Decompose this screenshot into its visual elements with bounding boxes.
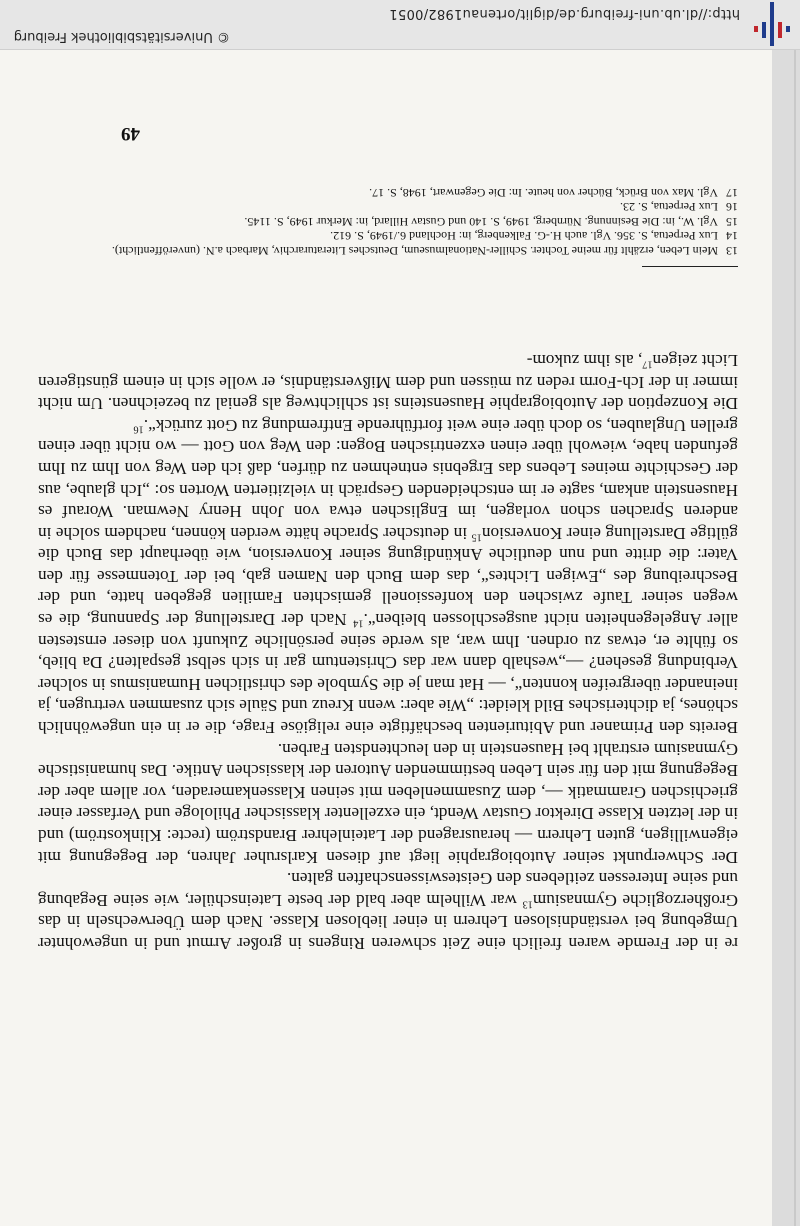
footnote-number: 16 [726,200,738,215]
source-url-link[interactable]: http://dl.ub.uni-freiburg.de/diglit/ortenau1982/0051 [389,6,740,21]
footnote-text: Vgl. W., in: Die Besinnung. Nürnberg, 1949, S. 140 und Gustav Hillard, in: Merkur 1949, S. 1145. [244,214,718,229]
page-number: 49 [121,123,140,144]
footnote-ref: 15 [471,531,482,543]
paragraph [38,414,738,738]
footnote-text: Mein Leben, erzählt für meine Tochter. Schiller-Nationalmuseum, Deutsches Literaturarchiv, Marbach a.N. (unveröffentlicht). [111,244,718,258]
footnote-number: 14 [726,229,738,244]
footnote [38,214,738,229]
footnote [38,229,738,244]
university-library-logo-icon [752,2,792,46]
paragraph-text: , als ihm zukom- [526,350,643,370]
footnote [38,185,738,200]
footnote-text: Lux Perpetua, S. 356. Vgl. auch H.-G. Falkenberg, in: Hochland 6./1949, S. 612. [330,229,718,244]
footnotes [38,185,738,258]
paragraph [38,868,738,954]
footnote [38,243,738,258]
paragraph-text: Der Schwerpunkt seiner Autobiographie liegt auf diesen Karlsruher Jahren, der Begegnung mit eigenwilligen, guten Lehrern — herausragend der Lateinlehrer Brandström (recte: Klinkoström) und in der letzten Klasse Direktor Gustav Wendt, ein exzellenter klassischer Philologe und Verfasser einer griechischen Grammatik —, dem Zusammenleben mit seinen Klassenkameraden, vor allem aber der Begegnung mit den für sein Leben bestimmenden Autoren der klassischen Antike. Das humanistische Gymnasium erstrahlt bei Hausenstein in den leuchtendsten Farben. [38,739,738,867]
paragraph [38,349,738,414]
paragraph-text: Nach der Darstellung der Spannung, die es wegen seiner Taufe zwischen den konfessionell gemischten Familien gegeben hatte, und der Beschreibung des „Ewigen Lichtes“, das dem Buch den Namen gab, bei der Totenmesse für den Vater: die dritte und nun deutliche Ankündigung seiner Konversion, wie überhaupt das Buch die gültige Darstellung einer Konversion [38,523,738,630]
footnote-number: 15 [726,214,738,229]
paragraph-text: Die Konzeption der Autobiographie Hausensteins ist schlichtweg als genial zu bezeichnen. Um nicht immer in der Ich-Form reden zu müssen und dem Mißverständnis, er wolle sich in einem günstigeren Licht zeigen [38,350,738,414]
footnote-separator [642,266,738,267]
footnote-number: 17 [726,185,738,200]
paragraph-text: Bereits den Primaner und Abiturienten beschäftigte eine religiöse Frage, die er in ein ungewöhnlich schönes, ja dichterisches Bild kleidet: „Wie aber: wenn Kreuz und Säule sich zusammen vertrugen, ja ineinander übergreifen konnten“, — Hat man je die Symbole des christlichen Humanismus in solcher Verbindung gesehen? —„weshalb dann war das Christentum gar in sich selbst gespalten? Da blieb, so fühlte er, etwas zu ordnen. Ihm war, als werde seine persönliche Zukunft von dieser ernstesten aller Angelegenheiten nicht ausgeschlossen bleiben“. [38,610,738,738]
paragraph-text: re in der Fremde waren freilich eine Zeit schweren Ringens in großer Armut und in ungewohnter Umgebung bei verständnislosen Lehrern in einer lieblosen Klasse. Nach dem Überwechseln in das Großherzogliche Gymnasium [38,890,738,953]
footnote-ref: 16 [133,423,144,435]
footnote-ref: 17 [642,358,653,370]
paragraph-text: in deutscher Sprache hätte werden können, nachdem solche in anderen Sprachen schon vorlagen, im Englischen etwa von John Henry Newman. Worauf es Hausenstein ankam, sagte er im entscheidenden Gespräch in vielzitierten Worten so: „Ich glaube, aus der Geschichte meines Lebens das Ergebnis entnehmen zu dürfen, daß ich den Weg von Ihm zu Ihm gefunden habe, wiewohl über einen exzentrischen Bogen: den Weg von Gott — wo nicht über einen grellen Unglauben, so doch über eine weit fortführende Entfremdung zu Gott zurück“. [38,415,738,543]
footnote-ref: 14 [353,617,364,629]
paragraph-text: war Wilhelm aber bald der beste Lateinschüler, wie seine Begabung und seine Interessen zeitlebens den Geisteswissenschaften galten. [38,869,738,910]
footnote-ref: 13 [522,898,533,910]
footnote-text: Vgl. Max von Brück, Bücher von heute. In: Die Gegenwart, 1948, S. 17. [369,185,718,200]
paragraph [38,738,738,868]
footnote-number: 13 [726,244,738,258]
body-text [38,349,738,954]
copyright-text: © Universitätsbibliothek Freiburg [13,29,230,44]
footnote [38,200,738,215]
scan-edge-strip [772,0,800,1226]
footnote-text: Lux Perpetua, S. 23. [620,200,718,215]
